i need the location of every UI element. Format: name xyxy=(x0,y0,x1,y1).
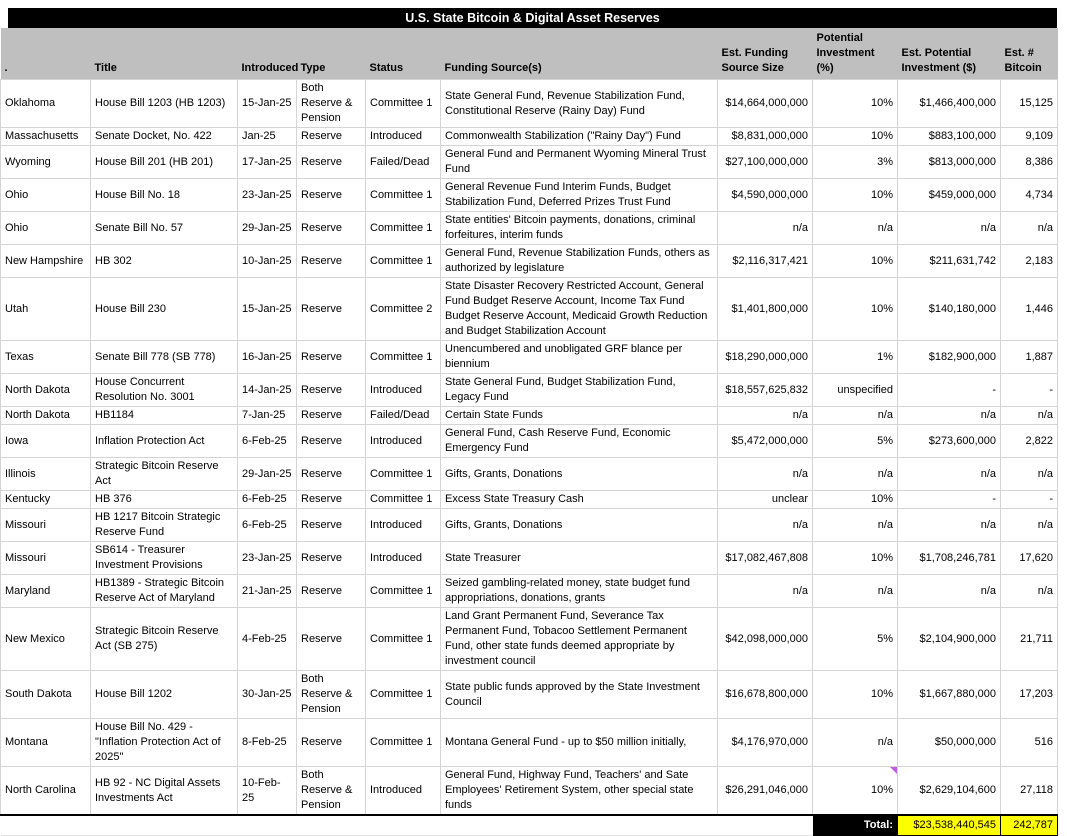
cell-size[interactable]: $17,082,467,808 xyxy=(718,542,813,575)
cell-title[interactable]: HB1389 - Strategic Bitcoin Reserve Act of Maryland xyxy=(91,575,238,608)
cell-bitcoin[interactable]: 27,118 xyxy=(1001,767,1058,816)
table-row xyxy=(1,425,1058,458)
cell-funding[interactable]: General Fund, Highway Fund, Teachers' and Sate Employees' Retirement System, other special state funds xyxy=(441,767,718,816)
cell-bitcoin[interactable]: 2,822 xyxy=(1001,425,1058,458)
cell-title[interactable]: HB 92 - NC Digital Assets Investments Act xyxy=(91,767,238,816)
column-header-pct[interactable]: Potential Investment (%) xyxy=(813,28,898,80)
cell-size[interactable]: $16,678,800,000 xyxy=(718,671,813,719)
table-row xyxy=(1,278,1058,341)
table-row xyxy=(1,671,1058,719)
cell-state[interactable]: North Dakota xyxy=(1,407,91,425)
cell-funding[interactable]: Gifts, Grants, Donations xyxy=(441,458,718,491)
cell-introduced[interactable]: 10-Jan-25 xyxy=(238,245,297,278)
cell-status[interactable]: Introduced xyxy=(366,767,441,816)
cell-funding[interactable]: General Fund and Permanent Wyoming Mineral Trust Fund xyxy=(441,146,718,179)
cell-state[interactable]: Montana xyxy=(1,719,91,767)
cell-bitcoin[interactable]: n/a xyxy=(1001,575,1058,608)
cell-pct[interactable]: 5% xyxy=(813,425,898,458)
cell-investment[interactable]: $459,000,000 xyxy=(898,179,1001,212)
cell-size[interactable]: $4,176,970,000 xyxy=(718,719,813,767)
cell-size[interactable]: n/a xyxy=(718,212,813,245)
cell-bitcoin[interactable]: 8,386 xyxy=(1001,146,1058,179)
cell-funding[interactable]: State public funds approved by the State Investment Council xyxy=(441,671,718,719)
cell-funding[interactable]: General Fund, Revenue Stabilization Funds, others as authorized by legislature xyxy=(441,245,718,278)
cell-pct[interactable]: n/a xyxy=(813,407,898,425)
cell-investment[interactable]: n/a xyxy=(898,407,1001,425)
cell-bitcoin[interactable]: - xyxy=(1001,374,1058,407)
table-row xyxy=(1,575,1058,608)
cell-investment[interactable]: $182,900,000 xyxy=(898,341,1001,374)
cell-pct[interactable]: 10% xyxy=(813,542,898,575)
cell-pct[interactable]: n/a xyxy=(813,212,898,245)
cell-pct[interactable]: 10% xyxy=(813,491,898,509)
cell-size[interactable]: $2,116,317,421 xyxy=(718,245,813,278)
cell-type[interactable]: Both Reserve & Pension xyxy=(297,671,366,719)
cell-size[interactable]: $5,472,000,000 xyxy=(718,425,813,458)
cell-pct[interactable]: n/a xyxy=(813,509,898,542)
cell-title[interactable]: Strategic Bitcoin Reserve Act (SB 275) xyxy=(91,608,238,671)
cell-size[interactable]: unclear xyxy=(718,491,813,509)
cell-pct[interactable]: 10% xyxy=(813,278,898,341)
cell-state[interactable]: Texas xyxy=(1,341,91,374)
cell-size[interactable]: $4,590,000,000 xyxy=(718,179,813,212)
cell-size[interactable]: $8,831,000,000 xyxy=(718,128,813,146)
cell-pct[interactable]: 10% xyxy=(813,179,898,212)
cell-title[interactable]: HB 376 xyxy=(91,491,238,509)
table-row xyxy=(1,542,1058,575)
cell-status[interactable]: Committee 1 xyxy=(366,458,441,491)
total-spacer-cell[interactable] xyxy=(1,815,91,836)
table-row xyxy=(1,128,1058,146)
cell-investment[interactable]: $813,000,000 xyxy=(898,146,1001,179)
cell-introduced[interactable]: 30-Jan-25 xyxy=(238,671,297,719)
cell-type[interactable]: Reserve xyxy=(297,719,366,767)
cell-type[interactable]: Reserve xyxy=(297,278,366,341)
cell-title[interactable]: House Bill No. 18 xyxy=(91,179,238,212)
cell-investment[interactable]: $883,100,000 xyxy=(898,128,1001,146)
cell-state[interactable]: Iowa xyxy=(1,425,91,458)
total-investment-value[interactable]: $23,538,440,545 xyxy=(898,815,1001,836)
cell-pct[interactable]: n/a xyxy=(813,575,898,608)
cell-funding[interactable]: Gifts, Grants, Donations xyxy=(441,509,718,542)
cell-funding[interactable]: State General Fund, Revenue Stabilization Fund, Constitutional Reserve (Rainy Day) Fund xyxy=(441,80,718,128)
cell-state[interactable]: South Dakota xyxy=(1,671,91,719)
cell-status[interactable]: Committee 2 xyxy=(366,278,441,341)
table-row xyxy=(1,458,1058,491)
total-spacer-cell[interactable] xyxy=(91,815,238,836)
cell-size[interactable]: $14,664,000,000 xyxy=(718,80,813,128)
cell-pct[interactable]: 1% xyxy=(813,341,898,374)
cell-size[interactable]: $26,291,046,000 xyxy=(718,767,813,816)
cell-investment[interactable]: $211,631,742 xyxy=(898,245,1001,278)
table-row xyxy=(1,245,1058,278)
cell-title[interactable]: House Bill 201 (HB 201) xyxy=(91,146,238,179)
cell-introduced[interactable]: 29-Jan-25 xyxy=(238,458,297,491)
cell-status[interactable]: Committee 1 xyxy=(366,671,441,719)
cell-size[interactable]: $18,290,000,000 xyxy=(718,341,813,374)
cell-investment[interactable]: n/a xyxy=(898,212,1001,245)
cell-type[interactable]: Reserve xyxy=(297,341,366,374)
cell-pct[interactable]: 10% xyxy=(813,671,898,719)
cell-funding[interactable]: Unencumbered and unobligated GRF blance per biennium xyxy=(441,341,718,374)
cell-funding[interactable]: State General Fund, Budget Stabilization Fund, Legacy Fund xyxy=(441,374,718,407)
table-row xyxy=(1,407,1058,425)
cell-state[interactable]: North Dakota xyxy=(1,374,91,407)
cell-bitcoin[interactable]: n/a xyxy=(1001,509,1058,542)
cell-status[interactable]: Introduced xyxy=(366,374,441,407)
cell-state[interactable]: Kentucky xyxy=(1,491,91,509)
table-row xyxy=(1,719,1058,767)
cell-bitcoin[interactable]: n/a xyxy=(1001,407,1058,425)
cell-status[interactable]: Committee 1 xyxy=(366,719,441,767)
cell-status[interactable]: Committee 1 xyxy=(366,491,441,509)
cell-investment[interactable]: - xyxy=(898,491,1001,509)
cell-introduced[interactable]: 6-Feb-25 xyxy=(238,491,297,509)
cell-type[interactable]: Reserve xyxy=(297,128,366,146)
cell-introduced[interactable]: 16-Jan-25 xyxy=(238,341,297,374)
table-row xyxy=(1,80,1058,128)
cell-introduced[interactable]: 14-Jan-25 xyxy=(238,374,297,407)
cell-type[interactable]: Reserve xyxy=(297,491,366,509)
column-header-funding[interactable]: Funding Source(s) xyxy=(441,28,718,80)
cell-state[interactable]: Ohio xyxy=(1,212,91,245)
cell-state[interactable]: New Hampshire xyxy=(1,245,91,278)
cell-type[interactable]: Reserve xyxy=(297,575,366,608)
table-title[interactable]: U.S. State Bitcoin & Digital Asset Reserves xyxy=(8,8,1057,28)
cell-status[interactable]: Introduced xyxy=(366,509,441,542)
cell-state[interactable]: Oklahoma xyxy=(1,80,91,128)
total-row xyxy=(1,815,1058,836)
cell-bitcoin[interactable]: 17,620 xyxy=(1001,542,1058,575)
cell-title[interactable]: House Bill 1202 xyxy=(91,671,238,719)
cell-size[interactable]: $27,100,000,000 xyxy=(718,146,813,179)
cell-investment[interactable]: $140,180,000 xyxy=(898,278,1001,341)
cell-funding[interactable]: State Disaster Recovery Restricted Account, General Fund Budget Reserve Account, Income Tax Fund Budget Reserve Account, Medicaid Growth Reduction and Budget Stabilization Account xyxy=(441,278,718,341)
cell-pct[interactable]: 10% xyxy=(813,245,898,278)
cell-title[interactable]: House Bill 1203 (HB 1203) xyxy=(91,80,238,128)
cell-title[interactable]: Strategic Bitcoin Reserve Act xyxy=(91,458,238,491)
cell-introduced[interactable]: 7-Jan-25 xyxy=(238,407,297,425)
cell-bitcoin[interactable]: n/a xyxy=(1001,212,1058,245)
cell-type[interactable]: Reserve xyxy=(297,407,366,425)
cell-bitcoin[interactable]: 1,887 xyxy=(1001,341,1058,374)
cell-type[interactable]: Reserve xyxy=(297,212,366,245)
cell-introduced[interactable]: 17-Jan-25 xyxy=(238,146,297,179)
table-row xyxy=(1,608,1058,671)
cell-investment[interactable]: $1,667,880,000 xyxy=(898,671,1001,719)
cell-status[interactable]: Committee 1 xyxy=(366,245,441,278)
table-row xyxy=(1,212,1058,245)
cell-title[interactable]: House Concurrent Resolution No. 3001 xyxy=(91,374,238,407)
cell-size[interactable]: n/a xyxy=(718,509,813,542)
cell-funding[interactable]: Montana General Fund - up to $50 million initially, xyxy=(441,719,718,767)
cell-size[interactable]: $1,401,800,000 xyxy=(718,278,813,341)
cell-status[interactable]: Committee 1 xyxy=(366,212,441,245)
column-header-introduced[interactable]: Introduced xyxy=(238,28,297,80)
cell-title[interactable]: HB 1217 Bitcoin Strategic Reserve Fund xyxy=(91,509,238,542)
table-row xyxy=(1,491,1058,509)
cell-pct[interactable]: 5% xyxy=(813,608,898,671)
cell-type[interactable]: Reserve xyxy=(297,425,366,458)
cell-introduced[interactable]: 6-Feb-25 xyxy=(238,509,297,542)
cell-state[interactable]: Missouri xyxy=(1,509,91,542)
cell-title[interactable]: HB1184 xyxy=(91,407,238,425)
cell-status[interactable]: Committee 1 xyxy=(366,179,441,212)
cell-investment[interactable]: n/a xyxy=(898,509,1001,542)
cell-size[interactable]: n/a xyxy=(718,575,813,608)
total-spacer-cell[interactable] xyxy=(441,815,718,836)
column-header-bitcoin[interactable]: Est. # Bitcoin xyxy=(1001,28,1058,80)
cell-funding[interactable]: Seized gambling-related money, state budget fund appropriations, donations, grants xyxy=(441,575,718,608)
cell-size[interactable]: n/a xyxy=(718,458,813,491)
total-spacer-cell[interactable] xyxy=(366,815,441,836)
cell-bitcoin[interactable]: 516 xyxy=(1001,719,1058,767)
cell-bitcoin[interactable]: - xyxy=(1001,491,1058,509)
cell-bitcoin[interactable]: 17,203 xyxy=(1001,671,1058,719)
cell-introduced[interactable]: 4-Feb-25 xyxy=(238,608,297,671)
cell-bitcoin[interactable]: 9,109 xyxy=(1001,128,1058,146)
column-header-title[interactable]: Title xyxy=(91,28,238,80)
table-row xyxy=(1,767,1058,816)
cell-state[interactable]: Massachusetts xyxy=(1,128,91,146)
table-row xyxy=(1,509,1058,542)
cell-investment[interactable]: $1,466,400,000 xyxy=(898,80,1001,128)
cell-funding[interactable]: Commonwealth Stabilization ("Rainy Day") Fund xyxy=(441,128,718,146)
cell-pct[interactable]: unspecified xyxy=(813,374,898,407)
column-header-state[interactable]: . xyxy=(1,28,91,80)
cell-state[interactable]: Missouri xyxy=(1,542,91,575)
cell-type[interactable]: Reserve xyxy=(297,179,366,212)
cell-investment[interactable]: $1,708,246,781 xyxy=(898,542,1001,575)
cell-status[interactable]: Committee 1 xyxy=(366,80,441,128)
cell-status[interactable]: Committee 1 xyxy=(366,575,441,608)
column-header-type[interactable]: Type xyxy=(297,28,366,80)
cell-investment[interactable]: $2,629,104,600 xyxy=(898,767,1001,816)
total-bitcoin-value[interactable]: 242,787 xyxy=(1001,815,1058,836)
cell-introduced[interactable]: 8-Feb-25 xyxy=(238,719,297,767)
cell-introduced[interactable]: 23-Jan-25 xyxy=(238,179,297,212)
cell-status[interactable]: Failed/Dead xyxy=(366,407,441,425)
cell-type[interactable]: Both Reserve & Pension xyxy=(297,767,366,816)
total-spacer-cell[interactable] xyxy=(718,815,813,836)
cell-title[interactable]: Inflation Protection Act xyxy=(91,425,238,458)
cell-pct[interactable]: 10% xyxy=(813,80,898,128)
cell-title[interactable]: HB 302 xyxy=(91,245,238,278)
cell-introduced[interactable]: Jan-25 xyxy=(238,128,297,146)
cell-status[interactable]: Introduced xyxy=(366,542,441,575)
cell-type[interactable]: Reserve xyxy=(297,374,366,407)
cell-title[interactable]: Senate Docket, No. 422 xyxy=(91,128,238,146)
column-header-investment[interactable]: Est. Potential Investment ($) xyxy=(898,28,1001,80)
cell-pct[interactable]: n/a xyxy=(813,458,898,491)
cell-size[interactable]: $18,557,625,832 xyxy=(718,374,813,407)
column-header-status[interactable]: Status xyxy=(366,28,441,80)
cell-state[interactable]: New Mexico xyxy=(1,608,91,671)
cell-introduced[interactable]: 15-Jan-25 xyxy=(238,80,297,128)
cell-investment[interactable]: $2,104,900,000 xyxy=(898,608,1001,671)
cell-state[interactable]: Utah xyxy=(1,278,91,341)
table-row xyxy=(1,179,1058,212)
cell-state[interactable]: Wyoming xyxy=(1,146,91,179)
cell-introduced[interactable]: 29-Jan-25 xyxy=(238,212,297,245)
cell-pct[interactable]: 10% xyxy=(813,767,898,816)
cell-title[interactable]: House Bill No. 429 - "Inflation Protection Act of 2025" xyxy=(91,719,238,767)
table-row xyxy=(1,374,1058,407)
cell-pct[interactable]: n/a xyxy=(813,719,898,767)
cell-bitcoin[interactable]: 21,711 xyxy=(1001,608,1058,671)
column-header-size[interactable]: Est. Funding Source Size xyxy=(718,28,813,80)
cell-title[interactable]: SB614 - Treasurer Investment Provisions xyxy=(91,542,238,575)
header-row xyxy=(1,28,1058,80)
cell-bitcoin[interactable]: 4,734 xyxy=(1001,179,1058,212)
cell-bitcoin[interactable]: 1,446 xyxy=(1001,278,1058,341)
total-spacer-cell[interactable] xyxy=(238,815,297,836)
cell-investment[interactable]: n/a xyxy=(898,458,1001,491)
cell-funding[interactable]: Land Grant Permanent Fund, Severance Tax Permanent Fund, Tobacoo Settlement Permanent Fund, other state funds deemed appropriate by investment council xyxy=(441,608,718,671)
cell-funding[interactable]: General Fund, Cash Reserve Fund, Economic Emergency Fund xyxy=(441,425,718,458)
cell-funding[interactable]: State entities' Bitcoin payments, donations, criminal forfeitures, interim funds xyxy=(441,212,718,245)
cell-type[interactable]: Reserve xyxy=(297,509,366,542)
cell-type[interactable]: Both Reserve & Pension xyxy=(297,80,366,128)
cell-status[interactable]: Committee 1 xyxy=(366,608,441,671)
cell-status[interactable]: Committee 1 xyxy=(366,341,441,374)
cell-state[interactable]: Illinois xyxy=(1,458,91,491)
cell-type[interactable]: Reserve xyxy=(297,608,366,671)
cell-type[interactable]: Reserve xyxy=(297,146,366,179)
cell-type[interactable]: Reserve xyxy=(297,245,366,278)
cell-bitcoin[interactable]: 15,125 xyxy=(1001,80,1058,128)
cell-status[interactable]: Introduced xyxy=(366,425,441,458)
cell-state[interactable]: Maryland xyxy=(1,575,91,608)
total-spacer-cell[interactable] xyxy=(297,815,366,836)
cell-introduced[interactable]: 6-Feb-25 xyxy=(238,425,297,458)
cell-title[interactable]: Senate Bill No. 57 xyxy=(91,212,238,245)
cell-pct[interactable]: 3% xyxy=(813,146,898,179)
cell-title[interactable]: Senate Bill 778 (SB 778) xyxy=(91,341,238,374)
cell-state[interactable]: Ohio xyxy=(1,179,91,212)
cell-size[interactable]: n/a xyxy=(718,407,813,425)
cell-introduced[interactable]: 21-Jan-25 xyxy=(238,575,297,608)
cell-status[interactable]: Failed/Dead xyxy=(366,146,441,179)
cell-bitcoin[interactable]: n/a xyxy=(1001,458,1058,491)
cell-investment[interactable]: - xyxy=(898,374,1001,407)
cell-investment[interactable]: n/a xyxy=(898,575,1001,608)
cell-bitcoin[interactable]: 2,183 xyxy=(1001,245,1058,278)
cell-title[interactable]: House Bill 230 xyxy=(91,278,238,341)
cell-funding[interactable]: Certain State Funds xyxy=(441,407,718,425)
cell-state[interactable]: North Carolina xyxy=(1,767,91,816)
total-label[interactable]: Total: xyxy=(813,815,898,836)
cell-investment[interactable]: $273,600,000 xyxy=(898,425,1001,458)
cell-introduced[interactable]: 15-Jan-25 xyxy=(238,278,297,341)
cell-size[interactable]: $42,098,000,000 xyxy=(718,608,813,671)
cell-funding[interactable]: State Treasurer xyxy=(441,542,718,575)
cell-funding[interactable]: Excess State Treasury Cash xyxy=(441,491,718,509)
table-row xyxy=(1,146,1058,179)
cell-introduced[interactable]: 10-Feb-25 xyxy=(238,767,297,816)
cell-investment[interactable]: $50,000,000 xyxy=(898,719,1001,767)
table-row xyxy=(1,341,1058,374)
cell-pct[interactable]: 10% xyxy=(813,128,898,146)
cell-funding[interactable]: General Revenue Fund Interim Funds, Budget Stabilization Fund, Deferred Prizes Trust Fund xyxy=(441,179,718,212)
cell-introduced[interactable]: 23-Jan-25 xyxy=(238,542,297,575)
reserves-table xyxy=(0,28,1058,836)
cell-type[interactable]: Reserve xyxy=(297,458,366,491)
cell-type[interactable]: Reserve xyxy=(297,542,366,575)
cell-status[interactable]: Introduced xyxy=(366,128,441,146)
